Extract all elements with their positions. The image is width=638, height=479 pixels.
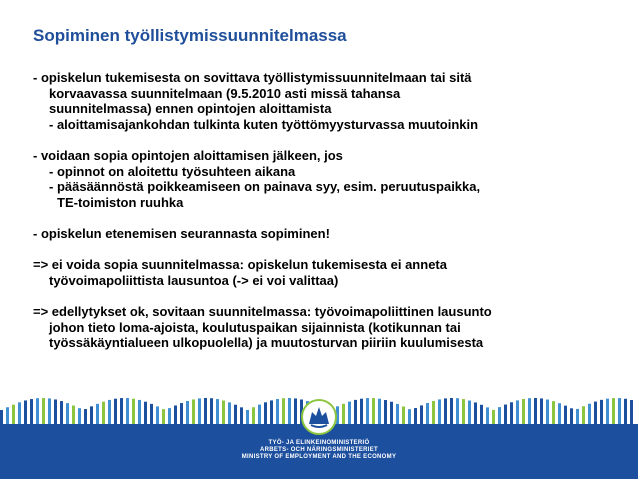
footer-stripe [12, 405, 15, 424]
footer-stripe [144, 402, 147, 424]
paragraph-seuranta [33, 226, 623, 242]
footer-stripe [234, 405, 237, 424]
footer-stripe [420, 405, 423, 424]
footer-stripe [546, 400, 549, 424]
sub-bullet-continuation: TE-toimiston ruuhka [57, 194, 184, 210]
footer-stripe [258, 405, 261, 424]
footer-stripe [384, 400, 387, 424]
footer-stripe [378, 399, 381, 424]
footer-stripe [54, 399, 57, 424]
footer-stripe [390, 402, 393, 424]
sub-bullet-line: - aloittamisajankohdan tulkinta kuten työttömyysturvassa muutoinkin [49, 116, 479, 132]
ministry-names [200, 440, 438, 461]
footer-stripe [120, 398, 123, 424]
footer-stripe [408, 409, 411, 424]
footer-stripe [186, 401, 189, 424]
footer-stripe [48, 398, 51, 424]
slide-title: Sopiminen työllistymissuunnitelmassa [33, 26, 347, 45]
footer-stripe [582, 406, 585, 424]
footer-stripe [342, 404, 345, 424]
footer-stripe [84, 409, 87, 424]
footer-stripe [282, 398, 285, 424]
ministry-name-fi: TYÖ- JA ELINKEINOMINISTERIÖ [268, 440, 370, 446]
footer-stripe [168, 408, 171, 424]
footer-stripe [138, 400, 141, 424]
bullet-line: - opiskelun etenemisen seurannasta sopiminen! [33, 225, 330, 241]
footer-stripe [504, 405, 507, 424]
footer-stripe [228, 402, 231, 424]
footer-stripe [396, 404, 399, 424]
footer-stripe [96, 404, 99, 424]
footer-stripe [570, 408, 573, 424]
footer-stripe [462, 399, 465, 424]
footer-stripe [576, 409, 579, 424]
arrow-continuation: työvoimapoliittista lausuntoa (-> ei voi valittaa) [49, 272, 339, 288]
footer-stripe [498, 407, 501, 424]
footer-stripe [534, 398, 537, 424]
footer-stripe [618, 398, 621, 424]
footer-stripe [630, 400, 633, 424]
footer-stripe [126, 398, 129, 424]
footer-stripe [6, 407, 9, 424]
footer-stripe [180, 403, 183, 424]
footer-stripe [24, 400, 27, 424]
footer-stripe [444, 398, 447, 424]
footer-stripe [240, 407, 243, 424]
footer-stripe [18, 402, 21, 424]
footer-stripe [354, 400, 357, 424]
footer-stripe [516, 400, 519, 424]
footer-stripe [246, 410, 249, 424]
footer-stripe [360, 399, 363, 424]
footer-stripe [480, 405, 483, 424]
footer-stripe [414, 408, 417, 424]
footer-stripe [612, 398, 615, 424]
sub-bullet-line: - opinnot on aloitettu työsuhteen aikana [49, 163, 296, 179]
slide-body [33, 70, 623, 366]
footer-stripe [42, 398, 45, 424]
footer-stripe [36, 398, 39, 424]
bullet-line: - opiskelun tukemisesta on sovittava työllistymissuunnitelmaan tai sitä [33, 70, 472, 85]
paragraph-tukeminen [33, 70, 623, 132]
footer-stripe [468, 401, 471, 424]
paragraph-aloittamisen-jalkeen [33, 148, 623, 210]
footer-stripe [528, 398, 531, 424]
paragraph-edellytykset-ok [33, 304, 623, 351]
footer-stripe [114, 399, 117, 424]
footer-stripe [288, 398, 291, 424]
footer-stripe [132, 399, 135, 424]
footer-stripe [438, 399, 441, 424]
bullet-continuation: suunnitelmassa) ennen opintojen aloittamista [49, 101, 332, 117]
footer-stripe [588, 404, 591, 424]
ministry-name-sv: ARBETS- OCH NÄRINGSMINISTERIET [259, 447, 378, 453]
footer-stripe [78, 408, 81, 424]
footer-stripe [456, 398, 459, 424]
footer-stripe [216, 399, 219, 424]
footer-stripe [402, 406, 405, 424]
footer-stripe [510, 402, 513, 424]
footer-stripe [294, 398, 297, 424]
arrow-continuation: johon tieto loma-ajoista, koulutuspaikan sijainnista (kotikunnan tai [49, 319, 461, 335]
footer-stripe [558, 403, 561, 424]
footer-stripe [552, 401, 555, 424]
footer-stripe [222, 400, 225, 424]
footer-stripe [270, 400, 273, 424]
footer-stripe [90, 406, 93, 424]
footer-stripe [192, 399, 195, 424]
footer-stripe [276, 399, 279, 424]
footer-stripe [624, 399, 627, 424]
footer-stripe [66, 403, 69, 424]
footer-stripe [174, 405, 177, 424]
footer-stripe [72, 406, 75, 424]
arrow-line: => edellytykset ok, sovitaan suunnitelmassa: työvoimapoliittinen lausunto [33, 303, 492, 319]
footer-stripe [264, 402, 267, 424]
paragraph-ei-voida-sopia [33, 257, 623, 288]
footer-stripe [486, 407, 489, 424]
footer-stripe [252, 407, 255, 424]
footer-stripe [0, 410, 3, 424]
footer-stripe [426, 403, 429, 424]
footer-stripe [60, 401, 63, 424]
footer-stripe [564, 406, 567, 424]
footer-stripe [348, 402, 351, 424]
bullet-line: - voidaan sopia opintojen aloittamisen jälkeen, jos [33, 147, 343, 163]
footer-stripe [372, 398, 375, 424]
footer-stripe [606, 399, 609, 424]
footer-stripe [156, 406, 159, 424]
bullet-continuation: korvaavassa suunnitelmaan (9.5.2010 asti missä tahansa [49, 85, 401, 101]
sub-bullet-line: - pääsäännöstä poikkeamiseen on painava syy, esim. peruutuspaikka, [49, 179, 481, 195]
footer-stripe [162, 409, 165, 424]
footer-stripe [204, 398, 207, 424]
footer-stripe [522, 399, 525, 424]
footer-stripe [540, 398, 543, 424]
footer-stripe [450, 398, 453, 424]
footer-stripe [210, 398, 213, 424]
footer-stripe [198, 398, 201, 424]
finnish-lion-crest-icon [300, 398, 338, 436]
footer-stripe [492, 410, 495, 424]
footer-stripe [432, 401, 435, 424]
footer-stripe [150, 404, 153, 424]
footer-stripe [366, 398, 369, 424]
arrow-continuation: työssäkäyntialueen ulkopuolella) ja muutosturvan piiriin kuulumisesta [49, 335, 484, 351]
arrow-line: => ei voida sopia suunnitelmassa: opiskelun tukemisesta ei anneta [33, 257, 447, 273]
footer-stripe [600, 400, 603, 424]
footer-stripe [594, 402, 597, 424]
footer-stripe [102, 402, 105, 424]
ministry-name-en: MINISTRY OF EMPLOYMENT AND THE ECONOMY [241, 454, 397, 460]
footer-stripe [108, 400, 111, 424]
footer-stripe [30, 399, 33, 424]
footer-stripe [474, 402, 477, 424]
